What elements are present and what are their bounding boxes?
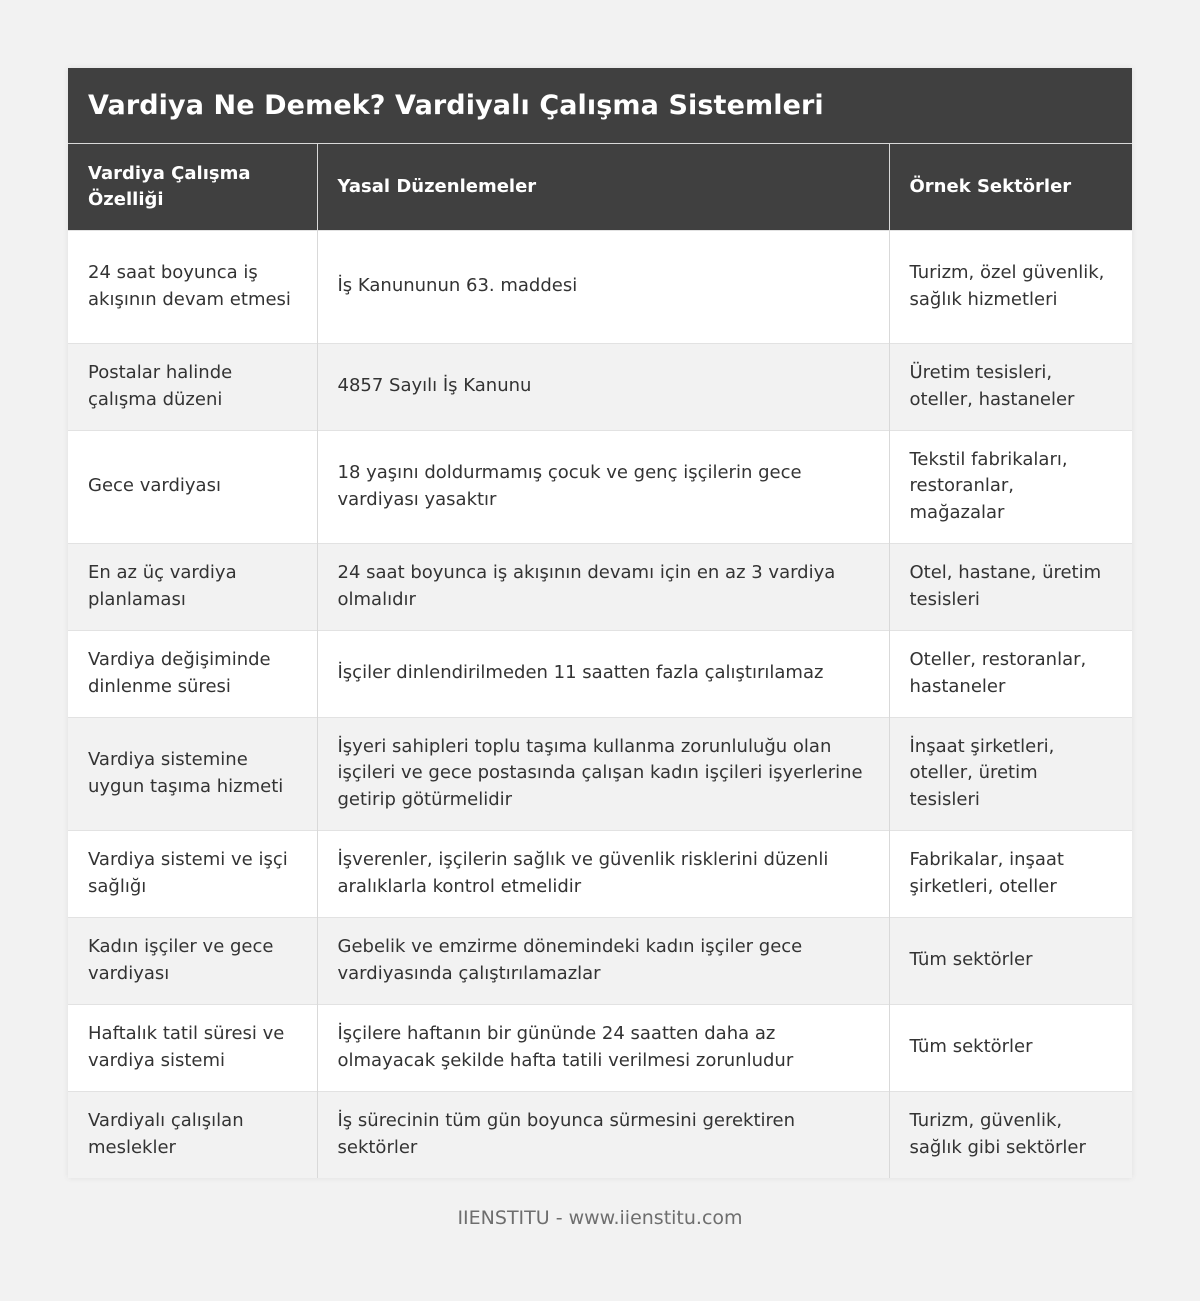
- shift-table: [68, 144, 1132, 1178]
- cell-sectors: Tekstil fabrikaları, restoranlar, mağazalar: [889, 430, 1132, 543]
- table-row: [68, 543, 1132, 630]
- cell-regulation: 24 saat boyunca iş akışının devamı için en az 3 vardiya olmalıdır: [317, 543, 889, 630]
- cell-sectors: İnşaat şirketleri, oteller, üretim tesisleri: [889, 717, 1132, 830]
- table-row: [68, 630, 1132, 717]
- cell-sectors: Üretim tesisleri, oteller, hastaneler: [889, 343, 1132, 430]
- cell-feature: Vardiya sistemi ve işçi sağlığı: [68, 830, 317, 917]
- table-header-row: [68, 144, 1132, 230]
- table-row: [68, 1004, 1132, 1091]
- cell-regulation: 4857 Sayılı İş Kanunu: [317, 343, 889, 430]
- cell-feature: Vardiya değişiminde dinlenme süresi: [68, 630, 317, 717]
- table-row: [68, 343, 1132, 430]
- cell-regulation: Gebelik ve emzirme dönemindeki kadın işçiler gece vardiyasında çalıştırılamazlar: [317, 917, 889, 1004]
- cell-feature: Postalar halinde çalışma düzeni: [68, 343, 317, 430]
- cell-feature: Haftalık tatil süresi ve vardiya sistemi: [68, 1004, 317, 1091]
- cell-sectors: Turizm, güvenlik, sağlık gibi sektörler: [889, 1091, 1132, 1178]
- cell-sectors: Otel, hastane, üretim tesisleri: [889, 543, 1132, 630]
- cell-sectors: Oteller, restoranlar, hastaneler: [889, 630, 1132, 717]
- column-header-sectors: Örnek Sektörler: [889, 144, 1132, 230]
- cell-regulation: İşyeri sahipleri toplu taşıma kullanma zorunluluğu olan işçileri ve gece postasında çalışan kadın işçileri işyerlerine getirip götürmelidir: [317, 717, 889, 830]
- cell-regulation: İşverenler, işçilerin sağlık ve güvenlik risklerini düzenli aralıklarla kontrol etmelidir: [317, 830, 889, 917]
- table-row: [68, 830, 1132, 917]
- footer-credit: IIENSTITU - www.iienstitu.com: [457, 1207, 743, 1229]
- table-row: [68, 1091, 1132, 1178]
- column-header-regulations: Yasal Düzenlemeler: [317, 144, 889, 230]
- cell-feature: Kadın işçiler ve gece vardiyası: [68, 917, 317, 1004]
- cell-feature: En az üç vardiya planlaması: [68, 543, 317, 630]
- cell-sectors: Turizm, özel güvenlik, sağlık hizmetleri: [889, 230, 1132, 343]
- cell-regulation: İşçilere haftanın bir gününde 24 saatten daha az olmayacak şekilde hafta tatili verilmesi zorunludur: [317, 1004, 889, 1091]
- cell-sectors: Tüm sektörler: [889, 1004, 1132, 1091]
- cell-regulation: İş Kanununun 63. maddesi: [317, 230, 889, 343]
- cell-feature: Gece vardiyası: [68, 430, 317, 543]
- cell-feature: Vardiya sistemine uygun taşıma hizmeti: [68, 717, 317, 830]
- table-card: [68, 68, 1132, 1178]
- table-row: [68, 917, 1132, 1004]
- cell-regulation: İş sürecinin tüm gün boyunca sürmesini gerektiren sektörler: [317, 1091, 889, 1178]
- table-row: [68, 717, 1132, 830]
- title-bar: [68, 68, 1132, 144]
- cell-feature: Vardiyalı çalışılan meslekler: [68, 1091, 317, 1178]
- table-row: [68, 430, 1132, 543]
- table-row: [68, 230, 1132, 343]
- cell-sectors: Tüm sektörler: [889, 917, 1132, 1004]
- cell-sectors: Fabrikalar, inşaat şirketleri, oteller: [889, 830, 1132, 917]
- cell-regulation: İşçiler dinlendirilmeden 11 saatten fazla çalıştırılamaz: [317, 630, 889, 717]
- cell-feature: 24 saat boyunca iş akışının devam etmesi: [68, 230, 317, 343]
- cell-regulation: 18 yaşını doldurmamış çocuk ve genç işçilerin gece vardiyası yasaktır: [317, 430, 889, 543]
- page-title: Vardiya Ne Demek? Vardiyalı Çalışma Sistemleri: [88, 90, 824, 121]
- column-header-feature: Vardiya Çalışma Özelliği: [68, 144, 317, 230]
